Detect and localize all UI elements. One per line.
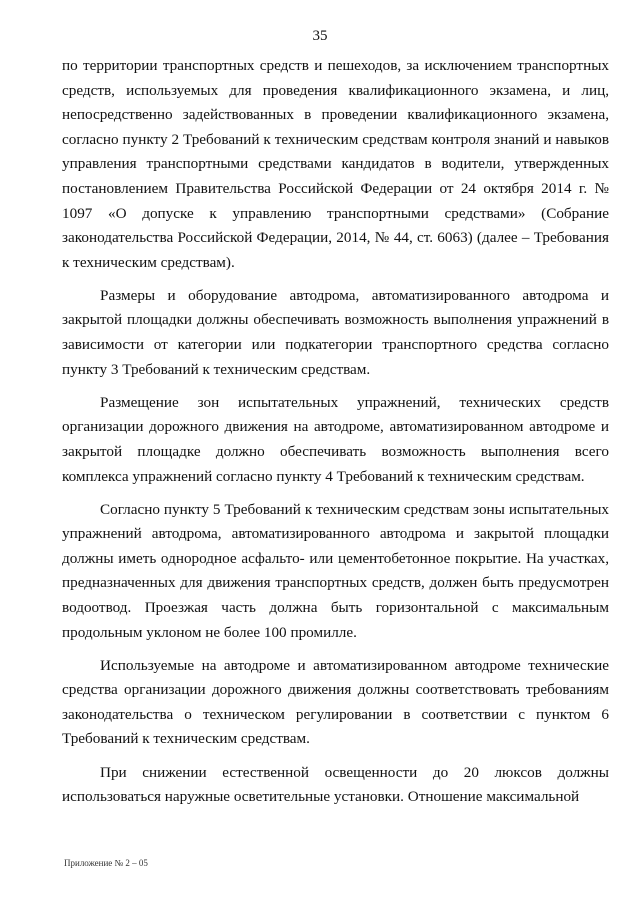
- paragraph-5: Используемые на автодроме и автоматизированном автодроме технические средства организации дорожного движения должны соответствовать требованиям законодательства о техническом регулировании в соответствии с пунктом 6 Требований к техническим средствам.: [62, 656, 609, 748]
- footer-note: Приложение № 2 – 05: [64, 858, 148, 868]
- paragraph-3: Размещение зон испытательных упражнений, технических средств организации дорожного движения на автодроме, автоматизированном автодроме и закрытой площадке должно обеспечивать возможность выполнения всего комплекса упражнений согласно пункту 4 Требований к техническим средствам.: [62, 393, 609, 485]
- paragraph-6: При снижении естественной освещенности до 20 люксов должны использоваться наружные осветительные установки. Отношение максимальной: [62, 763, 609, 806]
- paragraph-2: Размеры и оборудование автодрома, автоматизированного автодрома и закрытой площадки должны обеспечивать возможность выполнения упражнений в зависимости от категории или подкатегории транспортного средства согласно пункту 3 Требований к техническим средствам.: [62, 286, 609, 378]
- paragraph-1: по территории транспортных средств и пешеходов, за исключением транспортных средств, используемых для проведения квалификационного экзамена, и лиц, непосредственно задействованных в проведении квалификационного экзамена, согласно пункту 2 Требований к техническим средствам контроля знаний и навыков управления транспортными средствами кандидатов в водители, утвержденных постановлением Правительства Российской Федерации от 24 октября 2014 г. № 1097 «О допуске к управлению транспортными средствами» (Собрание законодательства Российской Федерации, 2014, № 44, ст. 6063) (далее – Требования к техническим средствам).: [62, 57, 609, 271]
- page-number: 35: [312, 28, 328, 44]
- document-body: [62, 54, 609, 818]
- paragraph-4: Согласно пункту 5 Требований к техническим средствам зоны испытательных упражнений автодрома, автоматизированного автодрома и закрытой площадки должны иметь однородное асфальто- или цементобетонное покрытие. На участках, предназначенных для движения транспортных средств, должен быть предусмотрен водоотвод. Проезжая часть должна быть горизонтальной с максимальным продольным уклоном не более 100 промилле.: [62, 500, 609, 641]
